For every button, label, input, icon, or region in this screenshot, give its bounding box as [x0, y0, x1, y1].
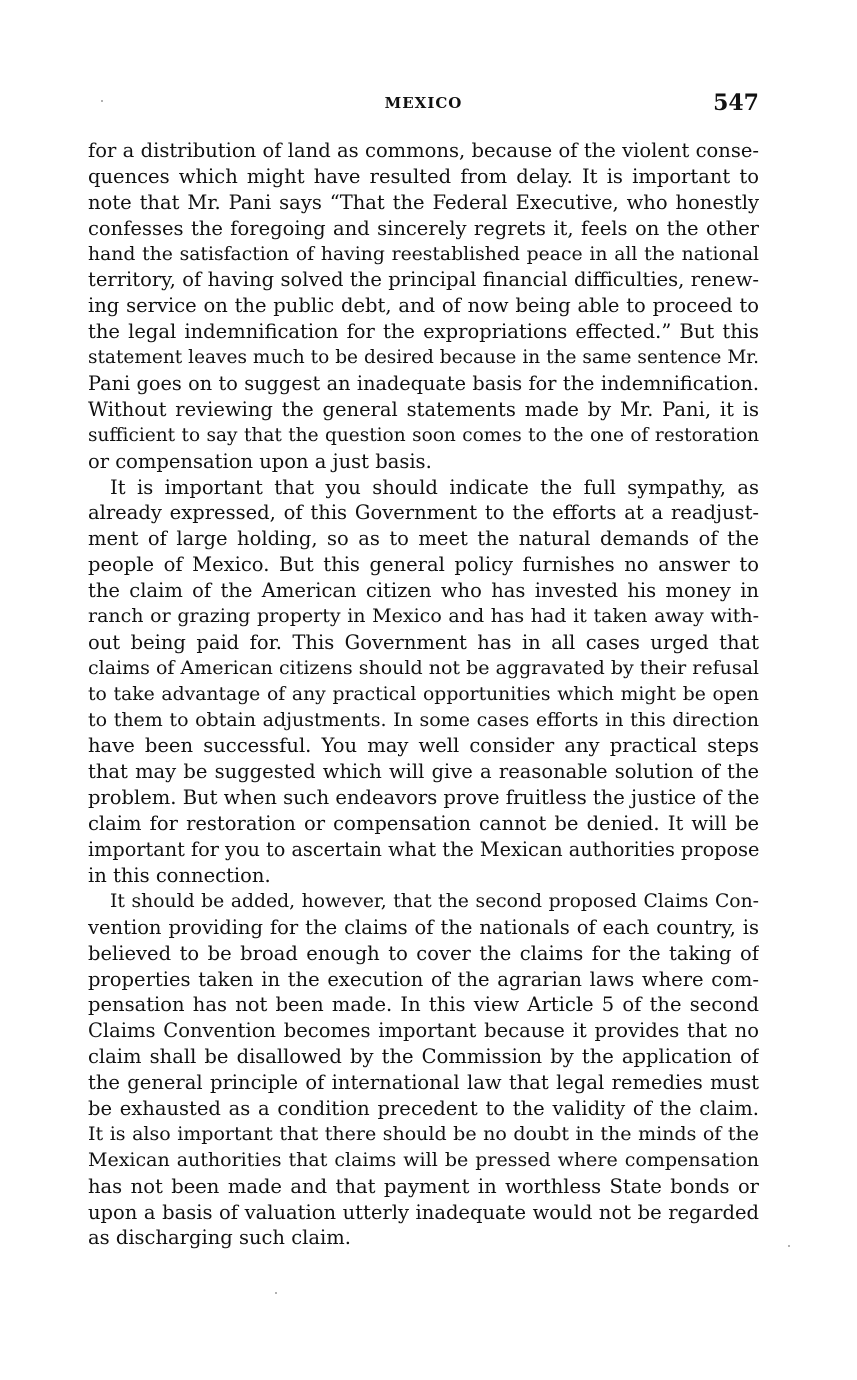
scan-speck [101, 100, 103, 102]
text-line: or compensation upon a just basis. [88, 449, 432, 473]
text-line: people of Mexico. But this general policy furnishes no answer to [88, 553, 759, 577]
text-line: claims of American citizens should not be aggravated by their refusal [88, 656, 759, 679]
text-line: territory, of having solved the principal financial difficulties, renew- [88, 268, 759, 292]
text-line: note that Mr. Pani says “That the Federal Executive, who honestly [88, 190, 759, 214]
page-header [88, 92, 759, 120]
text-line: upon a basis of valuation utterly inadequate would not be regarded [88, 1200, 759, 1224]
text-line: that may be suggested which will give a reasonable solution of the [88, 760, 759, 784]
text-line: has not been made and that payment in worthless State bonds or [88, 1174, 759, 1198]
text-line: claim for restoration or compensation cannot be denied. It will be [88, 812, 759, 836]
text-line: ment of large holding, so as to meet the natural demands of the [88, 527, 759, 551]
text-line: confesses the foregoing and sincerely regrets it, feels on the other [88, 216, 759, 240]
text-line: Pani goes on to suggest an inadequate basis for the indemnification. [88, 372, 759, 396]
page-number: 547 [713, 90, 759, 116]
text-line: the legal indemnification for the expropriations effected.” But this [88, 320, 759, 344]
text-line: for a distribution of land as commons, because of the violent conse- [88, 139, 759, 162]
text-line: the claim of the American citizen who has invested his money in [88, 579, 759, 603]
text-line: statement leaves much to be desired because in the same sentence Mr. [88, 347, 759, 369]
text-line: the general principle of international law that legal remedies must [88, 1071, 759, 1095]
text-line: important for you to ascertain what the Mexican authorities propose [88, 838, 759, 862]
text-line: be exhausted as a condition precedent to the validity of the claim. [88, 1096, 759, 1120]
text-line: It is also important that there should be no doubt in the minds of the [88, 1122, 759, 1145]
text-line: properties taken in the execution of the agrarian laws where com- [88, 967, 759, 991]
text-line: as discharging such claim. [88, 1226, 351, 1250]
text-line: already expressed, of this Government to the efforts at a readjust- [88, 501, 759, 525]
text-line: believed to be broad enough to cover the claims for the taking of [88, 941, 759, 965]
text-line: Claims Convention becomes important because it provides that no [88, 1019, 759, 1043]
text-line: vention providing for the claims of the nationals of each country, is [88, 915, 759, 939]
scan-speck [788, 1245, 790, 1247]
text-line: claim shall be disallowed by the Commission by the application of [88, 1045, 759, 1069]
text-line: out being paid for. This Government has in all cases urged that [88, 630, 759, 654]
text-line: hand the satisfaction of having reestablished peace in all the national [88, 243, 759, 265]
text-line: It is important that you should indicate the full sympathy, as [110, 475, 759, 499]
running-head: MEXICO [384, 94, 463, 112]
body-text [88, 138, 759, 1251]
text-line: problem. But when such endeavors prove fruitless the justice of the [88, 786, 759, 810]
text-line: sufficient to say that the question soon comes to the one of restoration [88, 424, 759, 446]
text-line: in this connection. [88, 863, 271, 887]
text-line: have been successful. You may well consider any practical steps [88, 734, 759, 758]
text-line: Without reviewing the general statements made by Mr. Pani, it is [88, 397, 759, 421]
scan-speck [275, 1292, 277, 1294]
text-line: ing service on the public debt, and of now being able to proceed to [88, 294, 759, 318]
text-line: Mexican authorities that claims will be pressed where compensation [88, 1148, 759, 1171]
text-line: to them to obtain adjustments. In some cases efforts in this direction [88, 708, 759, 731]
text-line: ranch or grazing property in Mexico and has had it taken away with- [88, 605, 759, 628]
text-line: pensation has not been made. In this view Article 5 of the second [88, 993, 759, 1017]
text-line: quences which might have resulted from delay. It is important to [88, 164, 759, 188]
text-line: to take advantage of any practical opportunities which might be open [88, 683, 759, 705]
text-line: It should be added, however, that the second proposed Claims Con- [110, 890, 759, 912]
